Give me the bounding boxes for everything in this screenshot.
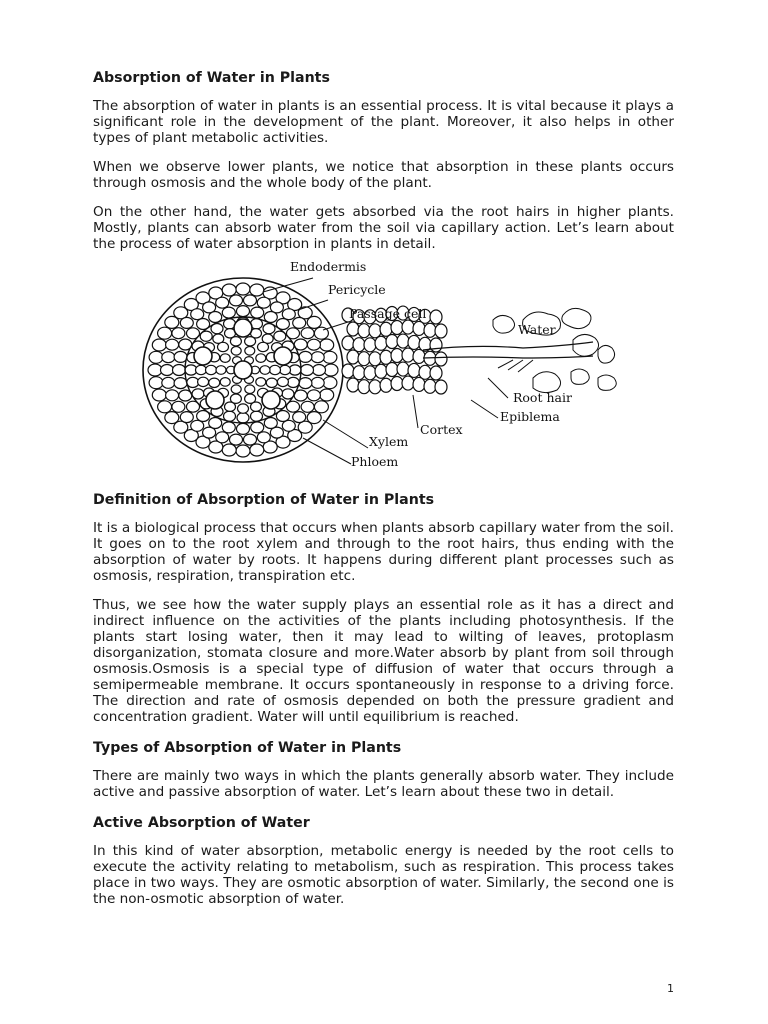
paragraph-definition-2: Thus, we see how the water supply plays an essential role as it has a direct and indirect influence on the activities of the plants including photosynthesis. If the plants start losing water, then it may lead to wilting of leaves, protoplasm disorganization, stomata closure and more.Water absorb by plant from soil through osmosis.Osmosis is a special type of diffusion of water that occurs through a semipermeable membrane. It occurs spontaneously in response to a driving force. The direction and rate of osmosis depended on both the pressure gradient and concentration gradient. Water will until equilibrium is reached. [93, 597, 674, 725]
root-hair [423, 342, 593, 350]
phloem-leader [303, 438, 351, 464]
page-number: 1 [667, 982, 674, 995]
label-xylem: Xylem [369, 434, 409, 449]
root-hair-leader [488, 378, 508, 398]
section-heading-definition: Definition of Absorption of Water in Plants [93, 492, 435, 508]
label-endodermis: Endodermis [290, 260, 367, 274]
paragraph-intro-1: The absorption of water in plants is an essential process. It is vital because it plays a significant role in the development of the plant. Moreover, it also helps in other types of plant metabolic activities. [93, 98, 674, 146]
section-heading-absorption: Absorption of Water in Plants [93, 70, 330, 86]
label-root-hair: Root hair [513, 390, 572, 405]
paragraph-active-1: In this kind of water absorption, metabolic energy is needed by the root cells to execute the activity relating to metabolism, such as respiration. This process takes place in two ways. They are osmotic absorption of water. Similarly, the second one is the non-osmotic absorption of water. [93, 843, 674, 907]
section-heading-types: Types of Absorption of Water in Plants [93, 740, 402, 756]
paragraph-definition-1: It is a biological process that occurs when plants absorb capillary water from the soil. It goes on to the root xylem and through to the root hairs, thus ending with the absorption of water by roots. It happens during different plant processes such as osmosis, respiration, transpiration etc. [93, 520, 674, 584]
cortex-leader [413, 395, 418, 428]
section-heading-active: Active Absorption of Water [93, 815, 310, 831]
label-pericycle: Pericycle [328, 282, 386, 297]
epiblema-leader [471, 400, 498, 418]
label-phloem: Phloem [351, 454, 399, 469]
paragraph-intro-3: On the other hand, the water gets absorbed via the root hairs in higher plants. Mostly, plants can absorb water from the soil via capillary action. Let’s learn about the process of water absorption in plants in detail. [93, 204, 674, 252]
water-arrows [498, 360, 533, 372]
document-body [93, 68, 674, 920]
label-water: Water [518, 322, 556, 337]
paragraph-intro-2: When we observe lower plants, we notice that absorption in these plants occurs through osmosis and the whole body of the plant. [93, 159, 674, 191]
xylem-leader [323, 420, 368, 448]
label-passage-cell: Passage cell [349, 306, 427, 321]
label-cortex: Cortex [420, 422, 463, 437]
paragraph-types-1: There are mainly two ways in which the plants generally absorb water. They include active and passive absorption of water. Let’s learn about these two in detail. [93, 768, 674, 800]
root-diagram [93, 260, 674, 480]
label-epiblema: Epiblema [500, 409, 560, 424]
root-cross-section-figure [93, 260, 674, 480]
